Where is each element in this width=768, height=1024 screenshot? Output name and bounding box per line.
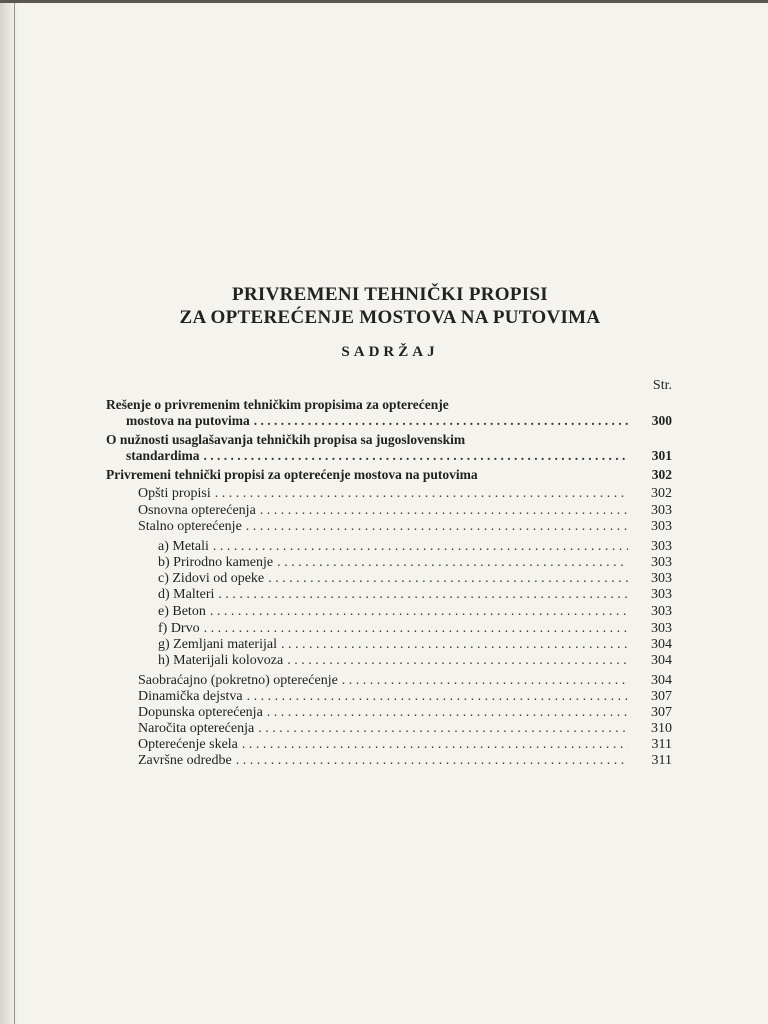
toc-entry[interactable] bbox=[138, 720, 672, 737]
leader-dots bbox=[213, 538, 628, 555]
leader-dots bbox=[267, 704, 628, 721]
toc-entry-title: g) Zemljani materijal bbox=[158, 637, 277, 652]
toc-entry[interactable] bbox=[126, 412, 672, 429]
toc-page-number: 303 bbox=[651, 604, 672, 619]
leader-dots bbox=[204, 447, 628, 464]
leader-dots bbox=[342, 672, 628, 689]
toc-entry[interactable] bbox=[138, 502, 672, 519]
toc-page-number: 304 bbox=[651, 637, 672, 652]
toc-page-number: 311 bbox=[651, 737, 672, 752]
leader-dots bbox=[268, 570, 628, 587]
toc-entry[interactable] bbox=[106, 466, 672, 483]
toc-entry[interactable] bbox=[138, 518, 672, 535]
toc-entry-title: a) Metali bbox=[158, 539, 209, 554]
toc-entry-title: standardima bbox=[126, 448, 200, 463]
toc-page-number: 303 bbox=[651, 621, 672, 636]
toc-entry[interactable] bbox=[158, 538, 672, 555]
toc-entry-title: e) Beton bbox=[158, 604, 206, 619]
toc-entry[interactable] bbox=[138, 485, 672, 502]
leader-dots bbox=[277, 554, 628, 571]
leader-dots bbox=[287, 652, 628, 669]
toc-page-number: 303 bbox=[651, 571, 672, 586]
toc-entry[interactable] bbox=[138, 736, 672, 753]
leader-dots bbox=[242, 736, 628, 753]
leader-dots bbox=[260, 502, 628, 519]
leader-dots bbox=[215, 485, 628, 502]
toc-page-number: 304 bbox=[651, 673, 672, 688]
toc-page-number: 302 bbox=[651, 486, 672, 501]
toc-entry-title: f) Drvo bbox=[158, 621, 200, 636]
contents-heading: SADRŽAJ bbox=[341, 344, 439, 360]
toc-page-number: 303 bbox=[651, 519, 672, 534]
toc-entry-title: b) Prirodno kamenje bbox=[158, 555, 274, 570]
toc-entry[interactable] bbox=[138, 704, 672, 721]
toc-page-number: 307 bbox=[651, 705, 672, 720]
toc-entry-title: Opterećenje skela bbox=[138, 737, 238, 752]
toc-entry-title: Privremeni tehnički propisi za opterećenje mostova na putovima bbox=[106, 467, 478, 482]
toc-page-number: 301 bbox=[651, 448, 672, 463]
toc-entry[interactable] bbox=[138, 688, 672, 705]
toc-entry-first-line: O nužnosti usaglašavanja tehničkih propisa sa jugoslovenskim bbox=[106, 432, 466, 447]
toc-entry-first-line: Rešenje o privremenim tehničkim propisima za opterećenje bbox=[106, 397, 449, 412]
leader-dots bbox=[258, 720, 628, 737]
toc-entry[interactable] bbox=[138, 672, 672, 689]
toc-entry-title: Završne odredbe bbox=[138, 753, 232, 768]
toc-entry[interactable] bbox=[158, 603, 672, 620]
leader-dots bbox=[210, 603, 628, 620]
toc-entry-title: c) Zidovi od opeke bbox=[158, 571, 265, 586]
toc-entry-title: Stalno opterećenje bbox=[138, 519, 242, 534]
toc-page-number: 302 bbox=[651, 467, 672, 482]
leader-dots bbox=[204, 620, 628, 637]
document-title-line1: PRIVREMENI TEHNIČKI PROPISI bbox=[231, 284, 548, 305]
page-column-label: Str. bbox=[652, 378, 672, 393]
toc-entry-title: Saobraćajno (pokretno) opterećenje bbox=[138, 673, 338, 688]
toc-page-number: 300 bbox=[651, 413, 672, 428]
toc-entry-title: Naročita opterećenja bbox=[138, 721, 255, 736]
toc-entry[interactable] bbox=[158, 554, 672, 571]
toc-page-number: 304 bbox=[651, 653, 672, 668]
toc-entry[interactable] bbox=[158, 586, 672, 603]
leader-dots bbox=[247, 688, 628, 705]
toc-page-number: 303 bbox=[651, 503, 672, 518]
document-title-line2: ZA OPTEREĆENJE MOSTOVA NA PUTOVIMA bbox=[179, 307, 601, 328]
leader-dots bbox=[281, 636, 628, 653]
toc-entry[interactable] bbox=[158, 652, 672, 669]
toc-page-number: 311 bbox=[651, 753, 672, 768]
toc-entry-title: Dinamička dejstva bbox=[138, 689, 243, 704]
toc-entry-title: Opšti propisi bbox=[138, 486, 211, 501]
toc-entry[interactable] bbox=[158, 620, 672, 637]
leader-dots bbox=[236, 752, 628, 769]
toc-entry-title: mostova na putovima bbox=[126, 413, 250, 428]
toc-page-number: 310 bbox=[651, 721, 672, 736]
toc-page-number: 303 bbox=[651, 555, 672, 570]
toc-page-number: 303 bbox=[651, 539, 672, 554]
leader-dots bbox=[246, 518, 628, 535]
toc-entry[interactable] bbox=[138, 752, 672, 769]
toc-entry-title: d) Malteri bbox=[158, 587, 215, 602]
leader-dots bbox=[218, 586, 628, 603]
toc-page-number: 303 bbox=[651, 587, 672, 602]
leader-dots bbox=[254, 412, 628, 429]
toc-entry[interactable] bbox=[158, 570, 672, 587]
toc-entry[interactable] bbox=[126, 447, 672, 464]
toc-entry-title: Dopunska opterećenja bbox=[138, 705, 263, 720]
toc-entry-title: h) Materijali kolovoza bbox=[158, 653, 284, 668]
toc-entry[interactable] bbox=[158, 636, 672, 653]
toc-page-number: 307 bbox=[651, 689, 672, 704]
toc-entry-title: Osnovna opterećenja bbox=[138, 503, 256, 518]
